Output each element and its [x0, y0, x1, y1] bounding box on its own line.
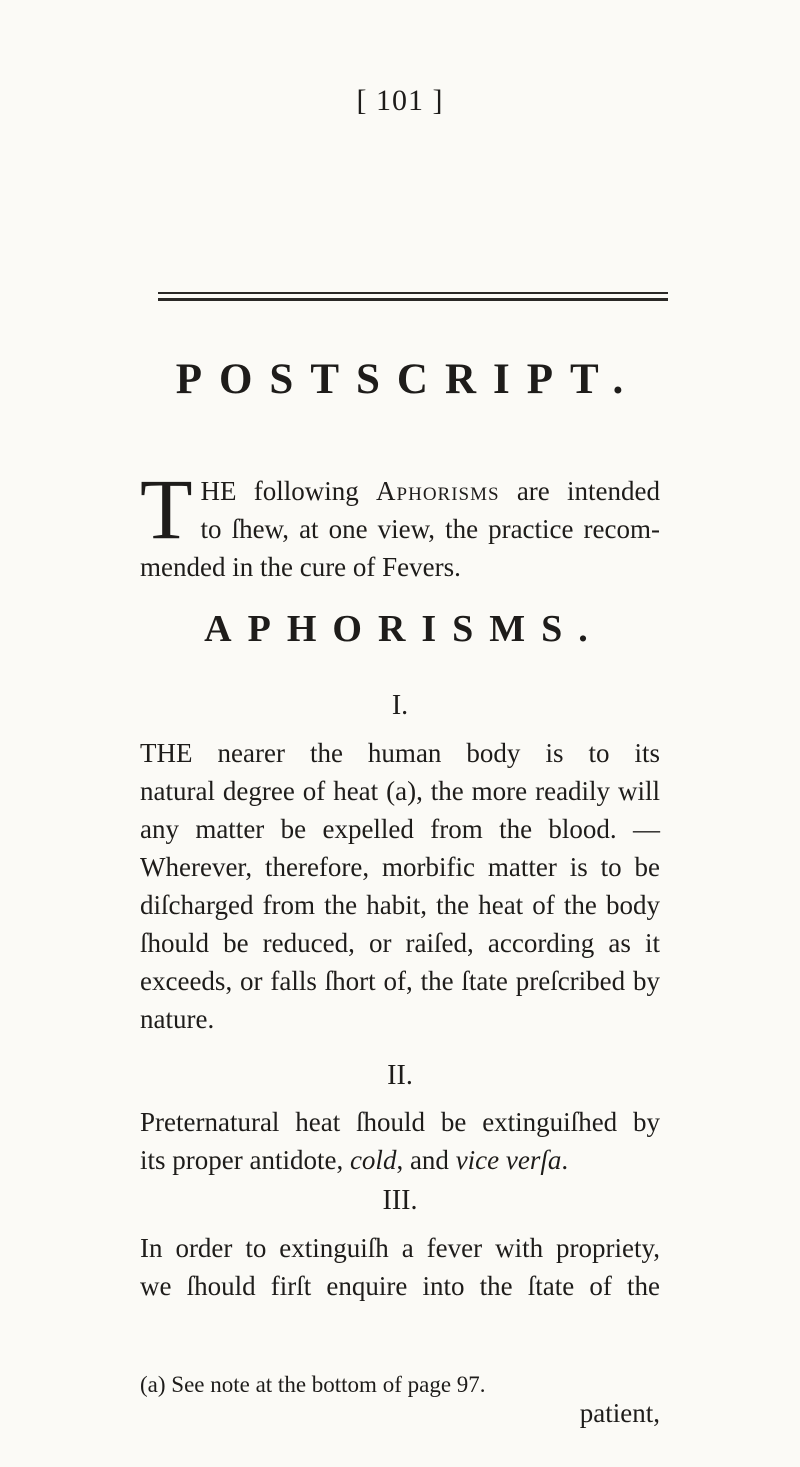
aphorisms-heading: APHORISMS.: [204, 608, 604, 650]
aphorisms-smallcaps: Aphorisms: [376, 476, 500, 506]
aphorism-3-numeral: III.: [382, 1185, 418, 1216]
postscript-heading: POSTSCRIPT.: [175, 356, 641, 403]
aphorism-2-numeral: II.: [387, 1060, 413, 1091]
footnote: (a) See note at the bottom of page 97.: [140, 1372, 486, 1397]
header-rule-thick: [158, 298, 668, 301]
aphorism-3-text: [140, 1229, 660, 1305]
aphorism-2-line: its proper antidote, cold, and vice verſa.: [140, 1145, 569, 1175]
aphorism-3-line: we ſhould firſt enquire into the ſtate of the: [140, 1271, 660, 1301]
catchword: patient,: [579, 1398, 660, 1428]
aphorism-1-line: natural degree of heat (a), the more readily will: [140, 776, 660, 806]
aphorism-3-line: In order to extinguiſh a fever with propriety,: [140, 1233, 660, 1263]
italic-vice-versa: vice verſa: [455, 1145, 562, 1175]
intro-line-3: mended in the cure of Fevers.: [140, 552, 461, 582]
intro-line-2: to ſhew, at one view, the practice recom-: [200, 514, 660, 544]
italic-cold: cold: [349, 1145, 397, 1175]
aphorism-1-line: any matter be expelled from the blood. —: [140, 814, 660, 844]
aphorism-2-line: Preternatural heat ſhould be extinguiſhed by: [140, 1107, 660, 1137]
intro-paragraph: [140, 461, 660, 586]
aphorism-1-numeral: I.: [391, 690, 409, 721]
aphorism-2-text: [140, 1103, 660, 1179]
drop-cap: T: [140, 461, 193, 557]
aphorism-1-line: ſhould be reduced, or raiſed, according as it: [140, 928, 660, 958]
header-rule-thin: [158, 292, 668, 294]
page-number: [ 101 ]: [356, 84, 444, 117]
aphorism-1-line: diſcharged from the habit, the heat of the body: [140, 890, 660, 920]
aphorism-1-line: THE nearer the human body is to its: [140, 738, 660, 768]
aphorism-1-line: nature.: [140, 1004, 215, 1034]
aphorism-1-line: exceeds, or falls ſhort of, the ſtate preſcribed by: [140, 966, 660, 996]
aphorism-1-line: Wherever, therefore, morbific matter is to be: [140, 852, 660, 882]
aphorism-1-text: [140, 734, 660, 1038]
intro-line-1: HE following Aphorisms are intended: [200, 476, 660, 506]
